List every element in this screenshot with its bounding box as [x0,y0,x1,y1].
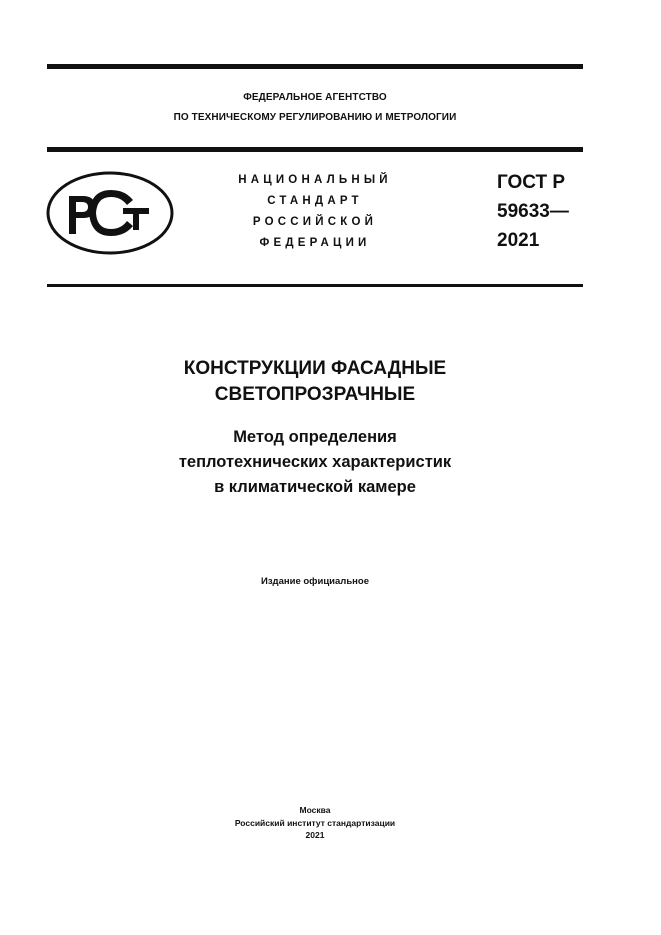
imprint-year: 2021 [305,830,325,840]
national-standard-line-2: СТАНДАРТ [267,195,363,207]
imprint [47,804,583,842]
title-line-2: СВЕТОПРОЗРАЧНЫЕ [214,384,416,405]
national-standard-line-3: РОССИЙСКОЙ [252,216,378,228]
agency-name-line-1: ФЕДЕРАЛЬНОЕ АГЕНТСТВО [243,92,387,103]
document-subtitle [47,425,583,500]
standard-designation [497,168,569,255]
national-standard-label [205,170,425,254]
imprint-city: Москва [299,805,331,815]
designation-line-3: 2021 [497,230,540,251]
subtitle-line-2: теплотехнических характеристик [178,453,452,471]
designation-line-1: ГОСТ Р [497,172,566,193]
document-title [47,356,583,408]
national-standard-line-1: НАЦИОНАЛЬНЫЙ [238,174,392,186]
subtitle-line-3: в климатической камере [214,478,416,496]
lower-rule [47,284,583,287]
top-rule [47,64,583,69]
designation-line-2: 59633— [497,201,569,222]
middle-rule [47,147,583,152]
agency-name-line-2: ПО ТЕХНИЧЕСКОМУ РЕГУЛИРОВАНИЮ И МЕТРОЛОГИИ [173,112,457,123]
imprint-publisher: Российский институт стандартизации [234,817,396,828]
subtitle-line-1: Метод определения [233,428,397,446]
edition-label: Издание официальное [261,576,369,587]
title-line-1: КОНСТРУКЦИИ ФАСАДНЫЕ [183,358,447,379]
national-standard-line-4: ФЕДЕРАЦИИ [259,237,371,249]
gost-r-certification-mark-icon [45,170,175,256]
